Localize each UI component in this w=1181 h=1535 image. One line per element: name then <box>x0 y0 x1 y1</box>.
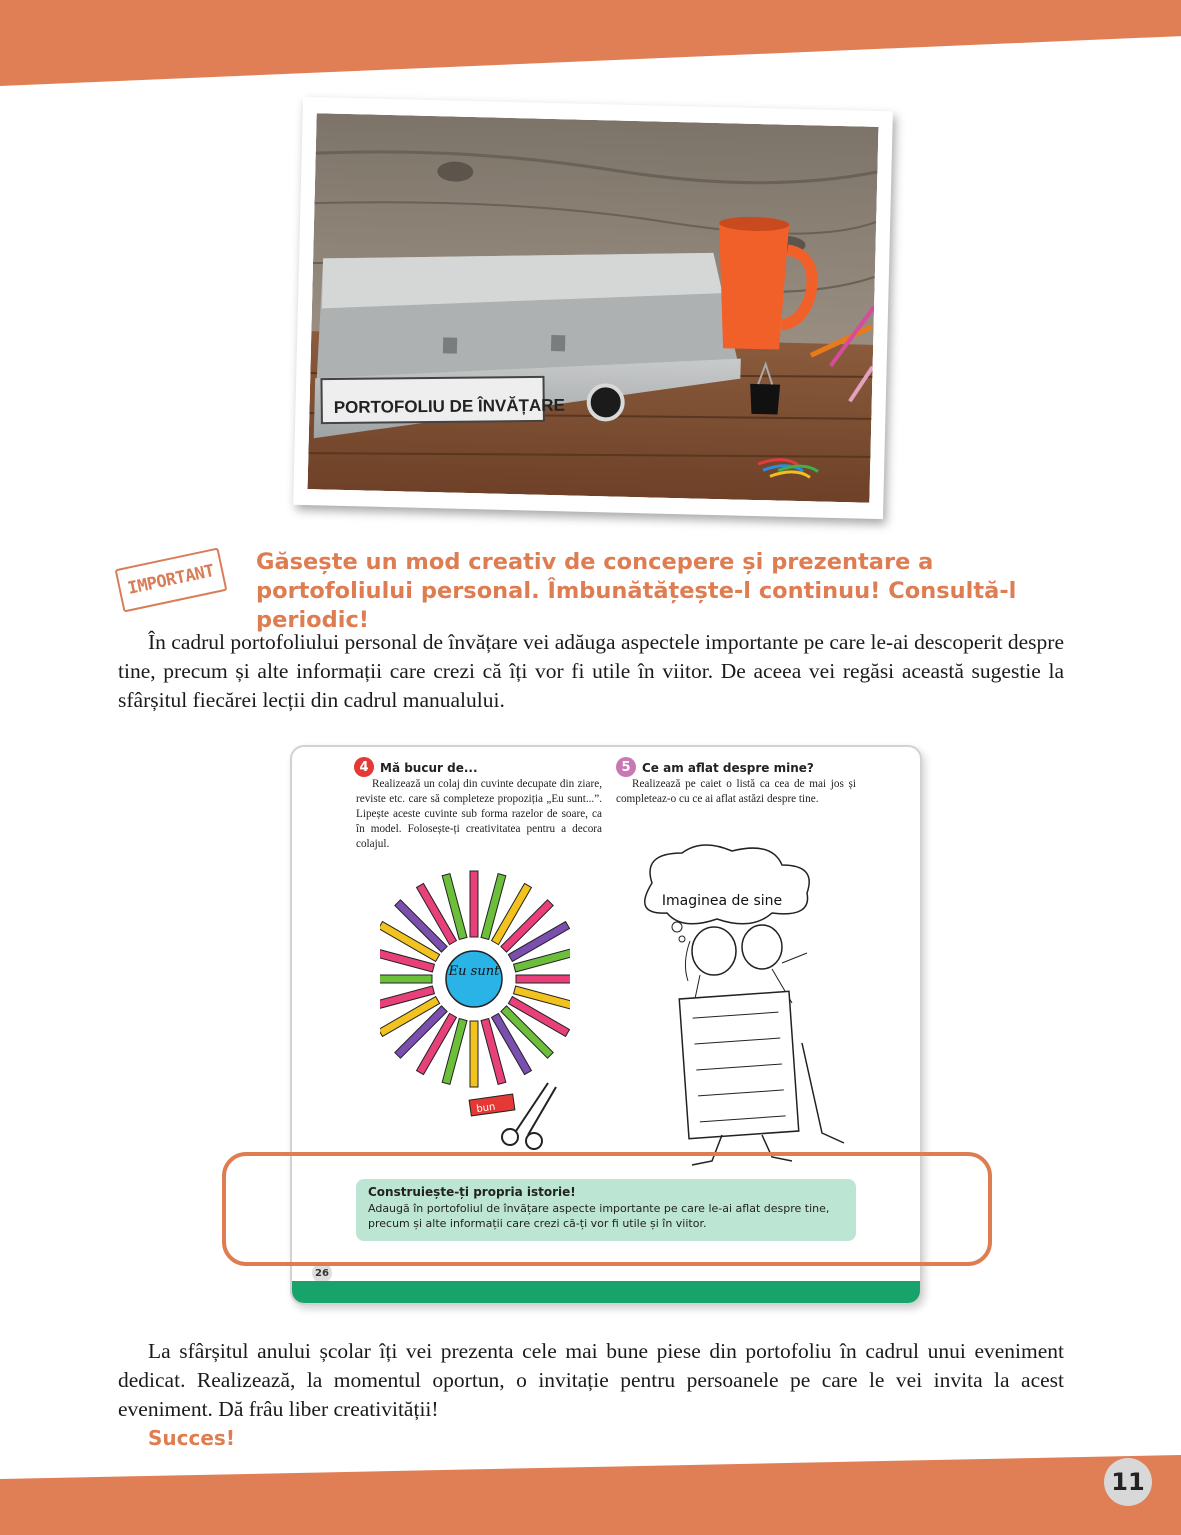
intro-paragraph: În cadrul portofoliului personal de învățare vei adăuga aspectele importante pe care le-ai descoperit despre tine, precum și alte informații care crezi că îți vor fi utile în viitor. De aceea vei regăsi această sugestie la sfârșitul fiecărei lecții din cadrul manualului. <box>118 630 1064 712</box>
top-decorative-band <box>0 0 1181 86</box>
cloud-text: Imaginea de sine <box>661 893 783 909</box>
section4-title: Mă bucur de... <box>380 761 478 775</box>
section4-number: 4 <box>354 757 374 777</box>
photo-illustration <box>307 113 878 503</box>
cloud-kids-illustration <box>622 843 872 1173</box>
portfolio-photo <box>293 97 893 519</box>
photo-image <box>307 113 878 503</box>
sun-collage-illustration <box>380 869 570 1159</box>
note-text: Adaugă în portofoliul de învățare aspecte importante pe care le-ai aflat despre tine, precum și alte informații care crezi că-ți vor fi utile și în viitor. <box>368 1202 830 1230</box>
section4-text: Realizează un colaj din cuvinte decupate din ziare, reviste etc. care să completeze propoziția „Eu sunt...”. Lipește aceste cuvinte sub forma razelor de soare, ca în model. Folosește-ți creativitatea pentru a decora colajul. <box>356 778 602 850</box>
note-title: Construiește-ți propria istorie! <box>368 1185 576 1199</box>
important-text: Găsește un mod creativ de concepere și prezentare a portofoliului personal. Îmbunătățește-l continuu! Consultă-l periodic! <box>256 549 1017 633</box>
closing-word: Succes! <box>148 1426 235 1450</box>
sun-center-text: Eu sunt <box>448 964 500 979</box>
closing-paragraph: La sfârșitul anului școlar îți vei prezenta cele mai bune piese din portofoliu în cadrul unui eveniment dedicat. Realizează, la momentul oportun, o invitație pentru persoanele pe care le vei invita la acest eveniment. Dă frâu liber creativității! <box>118 1339 1064 1421</box>
section5-text: Realizează pe caiet o listă ca cea de mai jos și completeaz-o cu ce ai aflat astăzi despre tine. <box>616 778 856 805</box>
mini-page-number: 26 <box>312 1263 332 1283</box>
page-number: 11 <box>1104 1458 1152 1506</box>
section5-title: Ce am aflat despre mine? <box>642 761 814 775</box>
mini-page-green-band <box>292 1281 920 1303</box>
scissor-tag: bun <box>475 1101 497 1116</box>
highlight-frame <box>222 1152 992 1266</box>
important-stamp: IMPORTANT <box>115 547 228 612</box>
section5-number: 5 <box>616 757 636 777</box>
bottom-decorative-band <box>0 1455 1181 1535</box>
binder-label: PORTOFOLIU DE ÎNVĂȚARE <box>333 395 565 418</box>
